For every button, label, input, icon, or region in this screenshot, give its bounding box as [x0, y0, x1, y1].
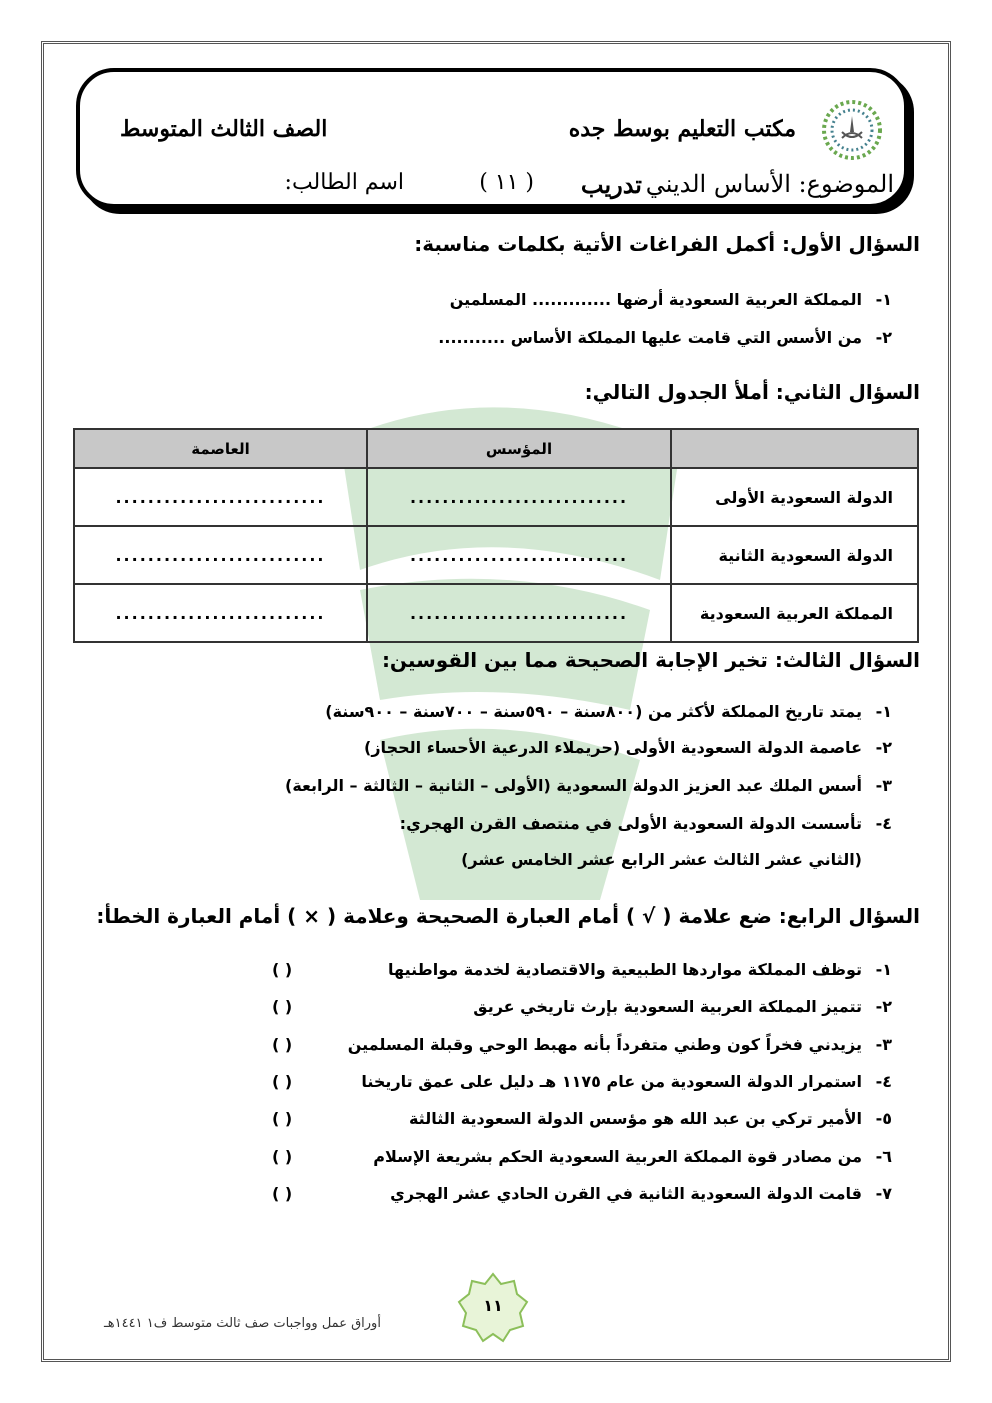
q1-item-number: ١- [875, 290, 892, 309]
q4-item-text: تتميز المملكة العربية السعودية بإرث تاريخي عريق [473, 997, 862, 1016]
q4-item-text: قامت الدولة السعودية الثانية في القرن الحادي عشر الهجري [390, 1184, 862, 1203]
table-header-row [74, 429, 918, 468]
training-label: تدريب [580, 170, 642, 199]
founder-blank[interactable]: ........................... [367, 584, 671, 642]
q4-item-text: الأمير تركي بن عبد الله هو مؤسس الدولة السعودية الثالثة [408, 1109, 862, 1128]
state-name-cell: الدولة السعودية الثانية [671, 526, 918, 584]
q3-item-number: ١- [875, 702, 892, 721]
q3-item-number: ٢- [875, 738, 892, 757]
ministry-logo-icon [820, 98, 884, 162]
answer-parentheses[interactable]: ( ) [272, 1184, 293, 1203]
q3-item-number: ٤- [875, 814, 892, 833]
q4-item-text: استمرار الدولة السعودية من عام ١١٧٥ هـ دليل على عمق تاريخنا [361, 1072, 862, 1091]
capital-blank[interactable]: .......................... [74, 468, 367, 526]
student-name-label: اسم الطالب: [284, 170, 404, 195]
question-3-heading: السؤال الثالث: تخير الإجابة الصحيحة مما بين القوسين: [381, 648, 920, 672]
q3-item-text: تأسست الدولة السعودية الأولى في منتصف القرن الهجري: [399, 814, 862, 833]
q4-item-number: ٥- [875, 1109, 892, 1128]
answer-parentheses[interactable]: ( ) [272, 1147, 293, 1166]
q4-item-number: ١- [875, 960, 892, 979]
founder-blank[interactable]: ........................... [367, 468, 671, 526]
table-row [74, 526, 918, 584]
answer-parentheses[interactable]: ( ) [272, 960, 293, 979]
subject-title: الموضوع: الأساس الديني [645, 170, 894, 198]
answer-parentheses[interactable]: ( ) [272, 1035, 293, 1054]
q1-item-number: ٢- [875, 328, 892, 347]
q1-item-text: من الأسس التي قامت عليها المملكة الأساس ........... [438, 328, 862, 347]
q4-item-text: من مصادر قوة المملكة العربية السعودية الحكم بشريعة الإسلام [373, 1147, 862, 1166]
page-number: ١١ [483, 1296, 503, 1315]
question-2-heading: السؤال الثاني: أملأ الجدول التالي: [584, 380, 920, 404]
q1-item-text: المملكة العربية السعودية أرضها ............. المسلمين [449, 290, 862, 309]
footer-text: أوراق عمل وواجبات صف ثالث متوسط ف١ ١٤٤١هـ [104, 1316, 381, 1331]
q4-item-text: توظف المملكة مواردها الطبيعية والاقتصادية لخدمة مواطنيها [388, 960, 862, 979]
question-1-heading: السؤال الأول: أكمل الفراغات الأتية بكلمات مناسبة: [414, 232, 920, 256]
question-4-heading: السؤال الرابع: ضع علامة ( √ ) أمام العبارة الصحيحة وعلامة ( × ) أمام العبارة الخطأ: [96, 904, 920, 928]
table-row [74, 468, 918, 526]
table-header-cell [671, 429, 918, 468]
table-row [74, 584, 918, 642]
q4-item-text: يزيدني فخراً كون وطني متفرداً بأنه مهبط الوحي وقبلة المسلمين [347, 1035, 862, 1054]
q3-item-text: يمتد تاريخ المملكة لأكثر من (٨٠٠سنة – ٥٩٠سنة – ٧٠٠سنة – ٩٠٠سنة) [325, 702, 862, 721]
q4-item-number: ٦- [875, 1147, 892, 1166]
subject-line [100, 170, 894, 206]
q3-item-number: ٣- [875, 776, 892, 795]
q4-item-number: ٢- [875, 997, 892, 1016]
q3-item-text: عاصمة الدولة السعودية الأولى (حريملاء الدرعية الأحساء الحجاز) [364, 738, 862, 757]
q4-item-number: ٧- [875, 1184, 892, 1203]
capital-blank[interactable]: .......................... [74, 526, 367, 584]
state-name-cell: الدولة السعودية الأولى [671, 468, 918, 526]
q3-item-text: أسس الملك عبد العزيز الدولة السعودية (الأولى – الثانية – الثالثة – الرابعة) [285, 776, 862, 795]
capital-blank[interactable]: .......................... [74, 584, 367, 642]
answer-parentheses[interactable]: ( ) [272, 997, 293, 1016]
table-header-cell: العاصمة [74, 429, 367, 468]
founder-blank[interactable]: ........................... [367, 526, 671, 584]
states-table [73, 428, 919, 643]
q3-options-line: (الثاني عشر الثالث عشر الرابع عشر الخامس عشر) [461, 850, 862, 869]
q4-item-number: ٤- [875, 1072, 892, 1091]
q4-item-number: ٣- [875, 1035, 892, 1054]
header-box [76, 68, 908, 208]
state-name-cell: المملكة العربية السعودية [671, 584, 918, 642]
answer-parentheses[interactable]: ( ) [272, 1109, 293, 1128]
education-office: مكتب التعليم بوسط جده [568, 116, 796, 142]
training-number: ( ١١ ) [479, 170, 534, 195]
table-header-cell: المؤسس [367, 429, 671, 468]
grade-level: الصف الثالث المتوسط [120, 116, 328, 142]
answer-parentheses[interactable]: ( ) [272, 1072, 293, 1091]
